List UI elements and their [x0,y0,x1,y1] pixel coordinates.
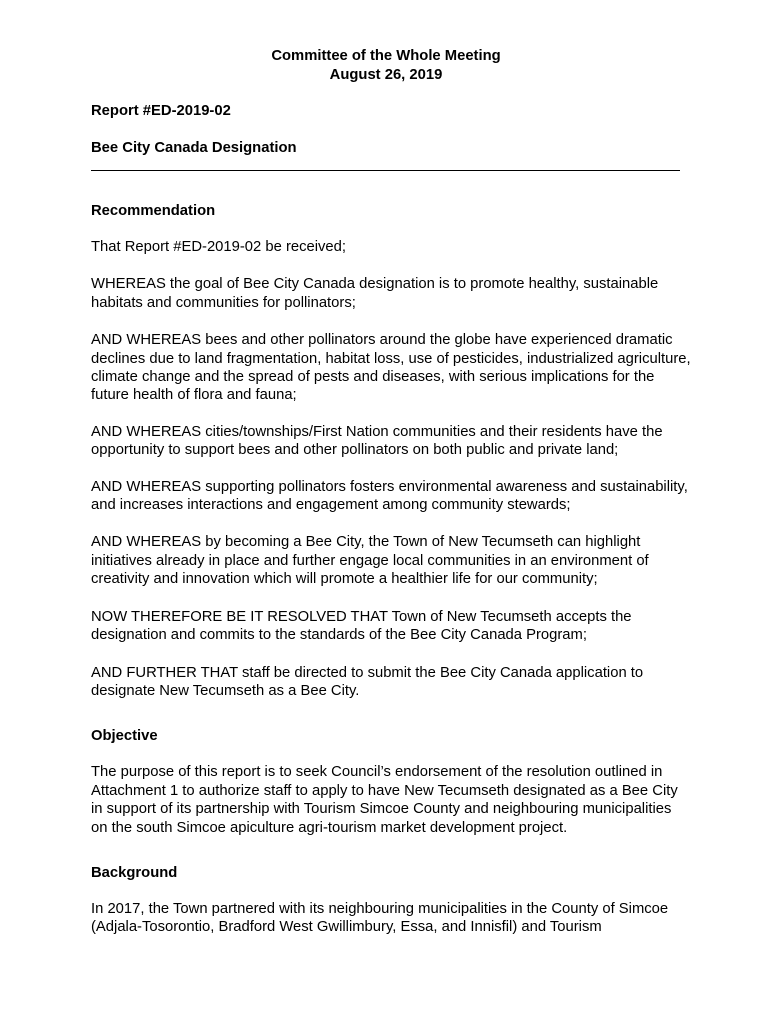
recommendation-paragraph: AND FURTHER THAT staff be directed to submit the Bee City Canada application to designate New Tecumseth as a Bee City. [91,664,644,699]
recommendation-paragraph: That Report #ED-2019-02 be received; [91,239,346,255]
background-heading: Background [91,864,178,881]
background-paragraph: In 2017, the Town partnered with its neighbouring municipalities in the County of Simcoe (Adjala-Tosorontio, Bradford West Gwillimbury, Essa, and Innisfil) and Tourism [91,900,669,936]
recommendation-paragraph: AND WHEREAS bees and other pollinators around the globe have experienced dramatic declines due to land fragmentation, habitat loss, use of pesticides, industrialized agriculture, climate change and the spread of pests and diseases, with serious implications for the future health of flora and fauna; [91,332,691,404]
meeting-title: Committee of the Whole Meeting [271,48,501,64]
objective-paragraph: The purpose of this report is to seek Council’s endorsement of the resolution outlined in Attachment 1 to authorize staff to apply to have New Tecumseth designated as a Bee City in support of its partnership with Tourism Simcoe County and neighbouring municipalities on the south Simcoe apiculture agri-tourism market development project. [91,764,678,836]
recommendation-paragraph: AND WHEREAS supporting pollinators fosters environmental awareness and sustainability, and increases interactions and engagement among community stewards; [91,478,688,514]
recommendation-paragraph: AND WHEREAS by becoming a Bee City, the Town of New Tecumseth can highlight initiatives already in place and further engage local communities in an environment of creativity and innovation which will promote a healthier life for our community; [91,534,649,588]
report-number: Report #ED-2019-02 [91,103,231,119]
recommendation-paragraph: WHEREAS the goal of Bee City Canada designation is to promote healthy, sustainable habitats and communities for pollinators; [91,276,659,311]
header-divider [91,170,680,171]
recommendation-paragraph: NOW THEREFORE BE IT RESOLVED THAT Town of New Tecumseth accepts the designation and commits to the standards of the Bee City Canada Program; [91,608,632,644]
recommendation-paragraph: AND WHEREAS cities/townships/First Nation communities and their residents have the opportunity to support bees and other pollinators on both public and private land; [91,423,663,459]
meeting-date: August 26, 2019 [329,67,443,83]
objective-heading: Objective [91,728,158,745]
recommendation-heading: Recommendation [91,203,216,219]
document-content [91,47,691,937]
report-title: Bee City Canada Designation [91,140,297,156]
